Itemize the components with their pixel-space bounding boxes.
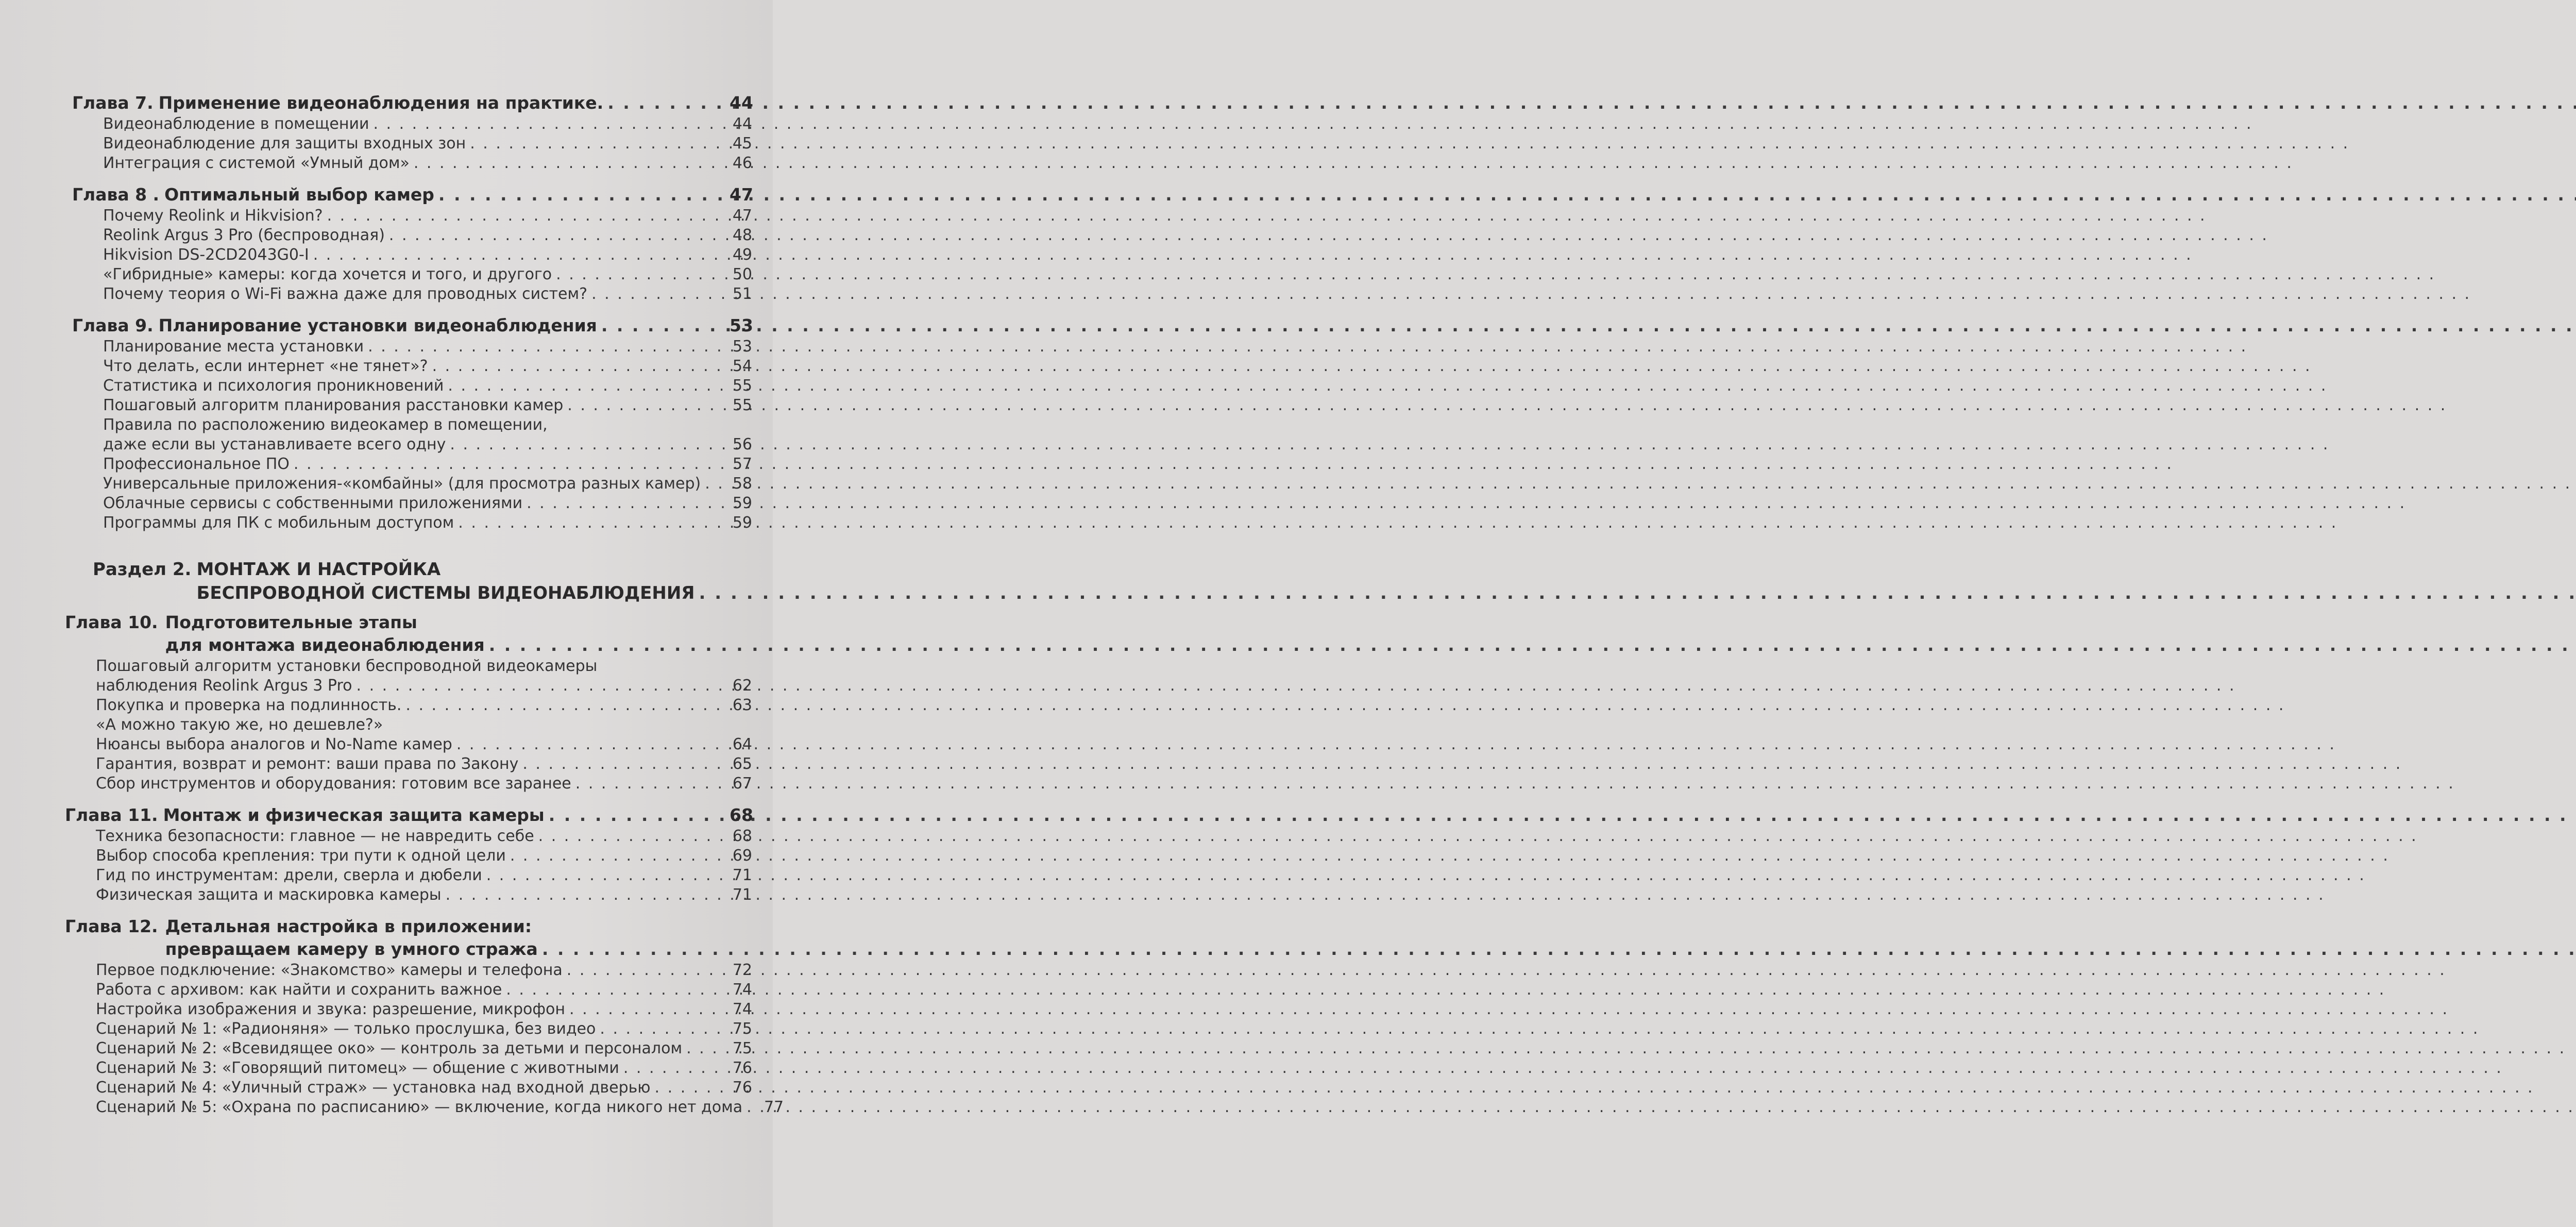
dot-leader xyxy=(601,314,725,337)
entry-page-number: 68 xyxy=(732,827,752,845)
entry-title: Сценарий № 3: «Говорящий питомец» — общение с животными xyxy=(96,1059,619,1077)
entry-page-number: 56 xyxy=(732,435,752,453)
toc-entry xyxy=(103,494,752,513)
entry-title-line-2: Нюансы выбора аналогов и No-Name камер xyxy=(96,735,452,753)
dot-leader xyxy=(438,183,725,206)
entry-page-number: 49 xyxy=(732,246,752,264)
toc-chapter-8 xyxy=(72,183,752,304)
entry-page-number: 62 xyxy=(732,677,752,695)
entry-title: Гарантия, возврат и ремонт: ваши права по Закону xyxy=(96,755,519,773)
dot-leader xyxy=(600,1019,725,1039)
entry-page-number: 57 xyxy=(732,455,752,473)
toc-entry xyxy=(103,265,752,284)
dot-leader xyxy=(357,676,726,696)
toc-entry xyxy=(103,245,752,265)
toc-entry xyxy=(103,284,752,304)
chapter-entries xyxy=(103,114,752,173)
entry-page-number: 75 xyxy=(732,1039,752,1057)
dot-leader xyxy=(527,494,725,513)
toc-entry xyxy=(96,1098,784,1117)
chapter-title: Монтаж и физическая защита камеры xyxy=(163,805,545,825)
entry-title: Выбор способа крепления: три пути к одной цели xyxy=(96,847,506,865)
entry-page-number: 55 xyxy=(732,396,752,414)
chapter-label: Глава 10. xyxy=(65,612,158,632)
entry-title: Видеонаблюдение в помещении xyxy=(103,115,369,133)
toc-chapter-7 xyxy=(72,92,752,173)
dot-leader xyxy=(655,1078,725,1098)
entry-page-number: 45 xyxy=(732,135,752,153)
entry-title: Сбор инструментов и оборудования: готовим все заранее xyxy=(96,775,571,793)
toc-chapter-12 xyxy=(65,915,784,1117)
toc-chapter-10 xyxy=(65,611,752,794)
toc-entry xyxy=(103,415,752,455)
dot-leader xyxy=(569,1000,725,1019)
toc-entry xyxy=(96,657,752,696)
chapter-page-number: 47 xyxy=(730,184,753,205)
toc-entry xyxy=(103,474,752,494)
dot-leader xyxy=(747,1098,757,1117)
entry-title: Профессиональное ПО xyxy=(103,455,290,473)
dot-leader xyxy=(327,206,725,226)
entry-title: Техника безопасности: главное — не навредить себе xyxy=(96,827,534,845)
chapter-label: Глава 8 . xyxy=(72,184,160,205)
toc-entry xyxy=(96,961,752,980)
toc-chapter-11 xyxy=(65,804,753,905)
dot-leader xyxy=(489,634,2576,657)
dot-leader xyxy=(623,1058,725,1078)
chapter-label: Глава 11. xyxy=(65,805,158,825)
toc-entry xyxy=(103,337,752,357)
chapter-title-line-2: для монтажа видеонаблюдения xyxy=(165,635,485,655)
entry-title-line-2: наблюдения Reolink Argus 3 Pro xyxy=(96,677,352,695)
entry-page-number: 53 xyxy=(732,338,752,356)
toc-entry xyxy=(96,1078,752,1098)
toc-entry xyxy=(96,1039,752,1058)
entry-page-number: 47 xyxy=(732,207,752,225)
entry-title-line-1: Правила по расположению видеокамер в помещении, xyxy=(103,416,548,434)
entry-title: Универсальные приложения-«комбайны» (для просмотра разных камер) xyxy=(103,475,701,493)
dot-leader xyxy=(699,581,2576,605)
dot-leader xyxy=(450,435,725,455)
dot-leader xyxy=(389,226,725,245)
toc-entry xyxy=(96,980,752,1000)
entry-page-number: 67 xyxy=(732,775,752,793)
entry-page-number: 74 xyxy=(732,981,752,999)
chapter-page-number: 44 xyxy=(730,93,753,113)
entry-title: Статистика и психология проникновений xyxy=(103,377,444,395)
toc-entry xyxy=(103,357,752,376)
dot-leader xyxy=(567,396,725,415)
dot-leader xyxy=(313,245,725,265)
entry-title: Сценарий № 4: «Уличный страж» — установка над входной дверью xyxy=(96,1079,651,1097)
entry-page-number: 71 xyxy=(732,886,752,904)
dot-leader xyxy=(294,455,725,474)
toc-entry xyxy=(103,226,752,245)
entry-title: Гид по инструментам: дрели, сверла и дюбели xyxy=(96,866,482,884)
toc-section-2 xyxy=(72,558,752,605)
dot-leader xyxy=(486,866,725,885)
toc-entry xyxy=(96,774,752,794)
chapter-title: Применение видеонаблюдения на практике. xyxy=(158,93,604,113)
entry-title-line-2: даже если вы устанавливаете всего одну xyxy=(103,435,446,453)
entry-page-number: 71 xyxy=(732,866,752,884)
toc-entry xyxy=(96,846,752,866)
toc-entry xyxy=(96,696,752,715)
entry-title: Почему Reolink и Hikvision? xyxy=(103,207,323,225)
dot-leader xyxy=(510,846,725,866)
entry-page-number: 76 xyxy=(732,1059,752,1077)
section-label: Раздел 2. xyxy=(93,559,192,580)
dot-leader xyxy=(705,474,725,494)
entry-title: Сценарий № 5: «Охрана по расписанию» — включение, когда никого нет дома xyxy=(96,1098,743,1116)
toc-entry xyxy=(96,754,752,774)
entry-title: Покупка и проверка на подлинность. xyxy=(96,696,402,714)
entry-page-number: 55 xyxy=(732,377,752,395)
table-of-contents xyxy=(65,92,784,1117)
toc-entry xyxy=(96,827,752,846)
chapter-page-number: 68 xyxy=(730,805,753,825)
dot-leader xyxy=(373,114,725,134)
entry-page-number: 76 xyxy=(732,1079,752,1097)
dot-leader xyxy=(538,827,725,846)
dot-leader xyxy=(567,961,725,980)
entry-page-number: 48 xyxy=(732,226,752,244)
toc-chapter-9 xyxy=(72,314,752,533)
chapter-label: Глава 7. xyxy=(72,93,154,113)
entry-title: Программы для ПК с мобильным доступом xyxy=(103,514,454,532)
entry-page-number: 65 xyxy=(732,755,752,773)
dot-leader xyxy=(549,804,725,827)
book-page xyxy=(0,0,784,1227)
entry-page-number: 69 xyxy=(732,847,752,865)
entry-title: Физическая защита и маскировка камеры xyxy=(96,886,442,904)
toc-entry xyxy=(96,1058,752,1078)
chapter-entries xyxy=(103,206,752,304)
dot-leader xyxy=(456,735,725,754)
entry-page-number: 74 xyxy=(732,1000,752,1018)
entry-page-number: 72 xyxy=(732,961,752,979)
dot-leader xyxy=(607,92,725,114)
entry-page-number: 58 xyxy=(732,475,752,493)
toc-entry xyxy=(96,866,752,885)
toc-entry xyxy=(96,1019,752,1039)
entry-title: Настройка изображения и звука: разрешение, микрофон xyxy=(96,1000,566,1018)
toc-entry xyxy=(103,376,752,396)
toc-entry xyxy=(96,715,752,754)
chapter-title-line-1: Подготовительные этапы xyxy=(165,612,417,632)
entry-title: Сценарий № 1: «Радионяня» — только прослушка, без видео xyxy=(96,1020,596,1038)
entry-page-number: 51 xyxy=(732,285,752,303)
entry-page-number: 46 xyxy=(732,154,752,172)
chapter-label: Глава 12. xyxy=(65,916,158,936)
toc-entry xyxy=(96,1000,752,1019)
entry-title: Reolink Argus 3 Pro (беспроводная) xyxy=(103,226,385,244)
chapter-title-line-1: Детальная настройка в приложении: xyxy=(165,916,532,936)
dot-leader xyxy=(542,938,2576,961)
dot-leader xyxy=(591,284,725,304)
toc-entry xyxy=(103,154,752,173)
entry-title: Hikvision DS-2CD2043G0-I xyxy=(103,246,309,264)
dot-leader xyxy=(575,774,725,794)
chapter-title: Оптимальный выбор камер xyxy=(164,184,434,205)
toc-entry xyxy=(103,396,752,415)
entry-page-number: 54 xyxy=(732,357,752,375)
entry-title: Что делать, если интернет «не тянет»? xyxy=(103,357,428,375)
dot-leader xyxy=(686,1039,725,1058)
dot-leader xyxy=(556,265,725,284)
dot-leader xyxy=(368,337,725,357)
dot-leader xyxy=(446,885,725,905)
entry-title: Сценарий № 2: «Всевидящее око» — контроль за детьми и персоналом xyxy=(96,1039,683,1057)
toc-entry xyxy=(103,455,752,474)
entry-page-number: 59 xyxy=(732,494,752,512)
entry-title: Первое подключение: «Знакомство» камеры и телефона xyxy=(96,961,563,979)
chapter-entries xyxy=(103,337,752,533)
entry-title: Почему теория о Wi-Fi важна даже для проводных систем? xyxy=(103,285,588,303)
section-title-line-1: МОНТАЖ И НАСТРОЙКА xyxy=(196,559,441,580)
entry-page-number: 77 xyxy=(764,1098,784,1116)
entry-page-number: 63 xyxy=(732,696,752,714)
entry-page-number: 59 xyxy=(732,514,752,532)
chapter-label: Глава 9. xyxy=(72,315,154,335)
entry-page-number: 64 xyxy=(732,735,752,753)
entry-title: Видеонаблюдение для защиты входных зон xyxy=(103,135,466,153)
chapter-entries xyxy=(96,657,752,794)
section-title-line-2: БЕСПРОВОДНОЙ СИСТЕМЫ ВИДЕОНАБЛЮДЕНИЯ xyxy=(196,583,695,603)
chapter-title-line-2: превращаем камеру в умного стража xyxy=(165,939,538,959)
dot-leader xyxy=(432,357,725,376)
toc-entry xyxy=(96,885,752,905)
entry-title: Интеграция с системой «Умный дом» xyxy=(103,154,410,172)
dot-leader xyxy=(470,134,725,154)
dot-leader xyxy=(458,513,725,533)
dot-leader xyxy=(522,754,725,774)
dot-leader xyxy=(506,980,725,1000)
entry-title: Работа с архивом: как найти и сохранить важное xyxy=(96,981,502,999)
chapter-entries xyxy=(96,961,784,1117)
dot-leader xyxy=(448,376,725,396)
entry-title: Пошаговый алгоритм планирования расстановки камер xyxy=(103,396,564,414)
entry-title: «Гибридные» камеры: когда хочется и того, и другого xyxy=(103,265,552,283)
chapter-page-number: 53 xyxy=(730,315,753,335)
toc-entry xyxy=(103,114,752,134)
chapter-title: Планирование установки видеонаблюдения xyxy=(158,315,597,335)
entry-page-number: 44 xyxy=(732,115,752,133)
dot-leader xyxy=(414,154,725,173)
toc-entry xyxy=(103,513,752,533)
dot-leader xyxy=(405,696,725,715)
chapter-entries xyxy=(96,827,752,905)
entry-page-number: 50 xyxy=(732,265,752,283)
toc-entry xyxy=(103,134,752,154)
entry-title: Облачные сервисы с собственными приложениями xyxy=(103,494,523,512)
entry-title: Планирование места установки xyxy=(103,338,364,356)
entry-title-line-1: Пошаговый алгоритм установки беспроводной видеокамеры xyxy=(96,657,598,675)
entry-title-line-1: «А можно такую же, но дешевле?» xyxy=(96,716,383,734)
entry-page-number: 75 xyxy=(732,1020,752,1038)
toc-entry xyxy=(103,206,752,226)
